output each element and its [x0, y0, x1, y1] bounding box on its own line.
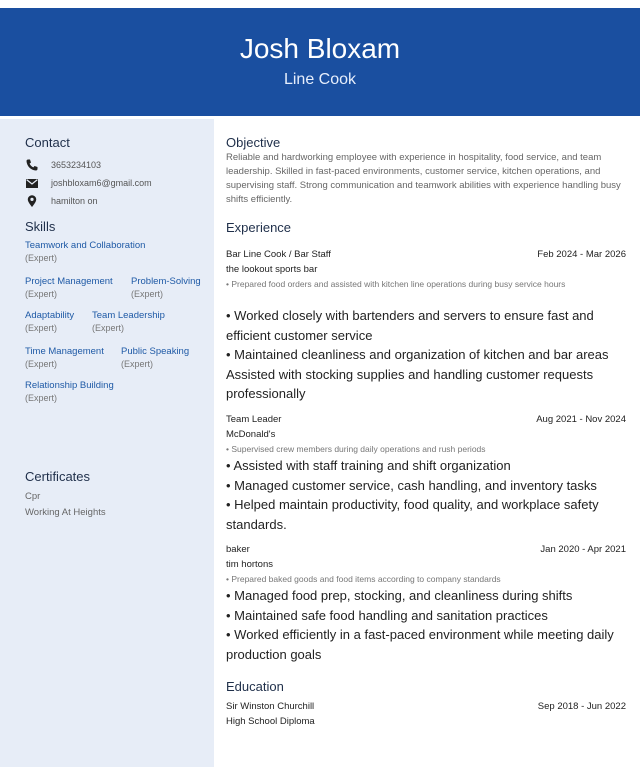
job-summary: • Prepared baked goods and food items according to company standards: [226, 574, 501, 584]
skill-item: Relationship Building (Expert): [25, 380, 114, 403]
main-content: [214, 119, 640, 767]
contact-location-row: [25, 193, 98, 209]
certificates-heading: Certificates: [25, 469, 91, 484]
job-bullet: • Assisted with staff training and shift organization: [226, 458, 511, 473]
job-title-row: [226, 544, 626, 555]
job-employer: McDonald's: [226, 429, 276, 440]
job-bullet: Assisted with stocking supplies and handling customer requests professionally: [226, 366, 594, 401]
job-bullet: • Managed customer service, cash handling, and inventory tasks: [226, 477, 597, 493]
skill-item: Teamwork and Collaboration (Expert): [25, 240, 146, 263]
education-degree: High School Diploma: [226, 716, 315, 727]
job-title: baker: [226, 544, 250, 555]
objective-text: Reliable and hardworking employee with experience in hospitality, food service, and team leadership. Skilled in fast-paced environments, customer service, kitchen operations, and supervising staff. Strong communication and teamwork abilities with experience handling busy shifts efficiently.: [226, 152, 621, 205]
job-bullet: • Managed food prep, stocking, and cleanliness during shifts: [226, 588, 573, 603]
candidate-title: Line Cook: [283, 71, 357, 88]
sidebar: [0, 119, 214, 767]
skill-item: Adaptability (Expert): [25, 310, 75, 333]
contact-location: hamilton on: [51, 196, 98, 206]
job-bullets: [226, 306, 626, 404]
certificate-item: Working At Heights: [25, 507, 106, 518]
education-heading: Education: [226, 679, 284, 694]
job-title: Team Leader: [226, 414, 282, 425]
job-title: Bar Line Cook / Bar Staff: [226, 249, 331, 260]
resume-header: [0, 8, 640, 116]
job-bullet: • Worked efficiently in a fast-paced environment while meeting daily production goals: [226, 627, 614, 662]
job-summary: • Prepared food orders and assisted with kitchen line operations during busy service hours: [226, 279, 566, 289]
job-bullets: [226, 456, 626, 534]
job-bullet: • Maintained cleanliness and organization of kitchen and bar areas: [226, 347, 609, 362]
skills-heading: Skills: [25, 219, 56, 234]
job-dates: Feb 2024 - Mar 2026: [537, 249, 626, 260]
skill-item: Public Speaking (Expert): [121, 346, 190, 369]
phone-icon: [25, 158, 39, 172]
job-bullet: • Maintained safe food handling and sanitation practices: [226, 607, 548, 623]
job-employer: the lookout sports bar: [226, 264, 318, 275]
job-title-row: [226, 414, 626, 425]
certificate-item: Cpr: [25, 491, 41, 502]
job-employer: tim hortons: [226, 559, 273, 570]
education-row: [226, 701, 626, 712]
job-title-row: [226, 249, 626, 260]
education-dates: Sep 2018 - Jun 2022: [537, 701, 626, 712]
job-bullet: • Worked closely with bartenders and servers to ensure fast and efficient customer service: [226, 308, 594, 343]
contact-phone: 3653234103: [51, 160, 102, 170]
location-pin-icon: [25, 194, 39, 208]
mail-icon: [25, 176, 39, 190]
skill-item: Project Management (Expert): [25, 276, 113, 299]
education-school: Sir Winston Churchill: [226, 701, 315, 712]
experience-heading: Experience: [226, 220, 292, 235]
contact-phone-row: [25, 157, 101, 173]
skill-item: Team Leadership (Expert): [92, 310, 165, 333]
contact-email-row: [25, 175, 152, 191]
candidate-name: Josh Bloxam: [239, 33, 401, 64]
job-summary: • Supervised crew members during daily operations and rush periods: [226, 444, 486, 454]
job-bullet: • Helped maintain productivity, food quality, and workplace safety standards.: [226, 497, 599, 532]
job-dates: Jan 2020 - Apr 2021: [540, 544, 626, 555]
objective-heading: Objective: [226, 135, 281, 150]
job-dates: Aug 2021 - Nov 2024: [536, 414, 626, 425]
skill-item: Time Management (Expert): [25, 346, 104, 369]
skill-item: Problem-Solving (Expert): [131, 276, 201, 299]
contact-email[interactable]: joshbloxam6@gmail.com: [51, 178, 152, 188]
job-bullets: [226, 586, 626, 664]
contact-heading: Contact: [25, 135, 70, 150]
